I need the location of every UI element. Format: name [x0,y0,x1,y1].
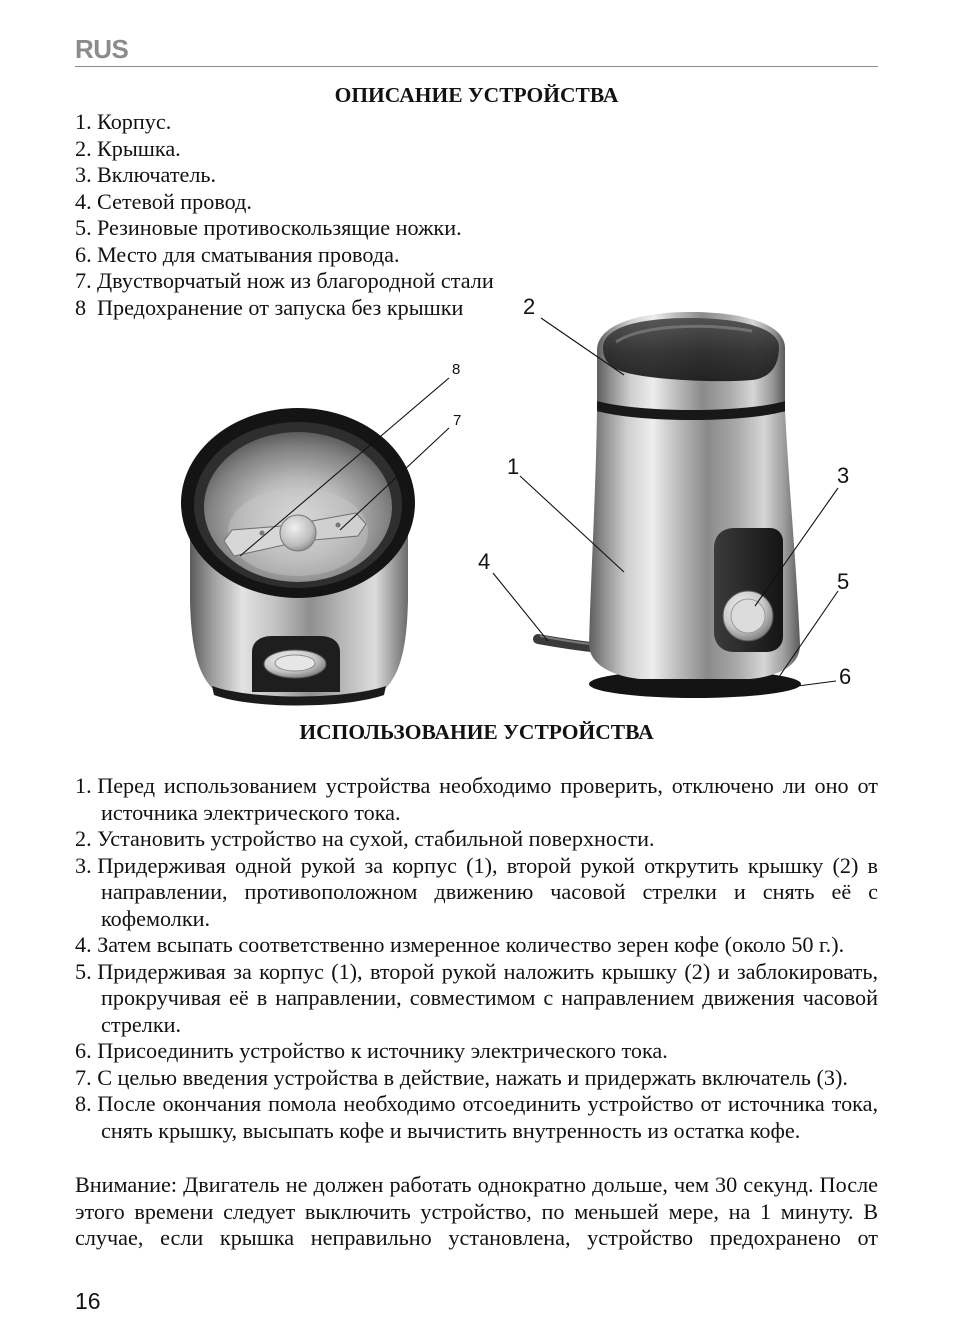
header-rule [75,66,878,67]
item-number: 5. [75,215,92,240]
item-text: С целью введения устройства в действие, нажать и придержать включатель (3). [97,1064,848,1090]
blade-rivet [260,531,265,536]
list-item [75,932,878,959]
list-item [75,189,545,216]
item-text: Предохранение от запуска без крышки [97,294,464,320]
callout-label-safety-lock: 8 [452,361,461,378]
item-number: 8. [75,1091,92,1116]
list-item [75,959,878,1039]
description-title: ОПИСАНИЕ УСТРОЙСТВА [334,83,619,107]
item-number: 5. [75,958,92,984]
item-text: Крышка. [97,135,181,161]
item-number: 4. [75,188,92,214]
blade-rivet [336,523,341,528]
list-item [75,215,545,242]
callout-label-blade: 7 [453,412,462,429]
callout-label-switch: 3 [837,463,850,488]
list-item [75,1038,878,1065]
item-text: Затем всыпать соответственно измеренное количество зерен кофе (около 50 г.). [97,932,845,957]
language-code: RUS [75,34,129,64]
coffee-grinder-figure [170,290,870,710]
callout-label-body: 1 [507,454,520,479]
callout-label-cord-storage: 6 [839,664,852,689]
usage-title: ИСПОЛЬЗОВАНИЕ УСТРОЙСТВА [299,720,654,744]
item-number: 4. [75,932,92,957]
list-item [75,826,878,853]
item-text: После окончания помола необходимо отсоединить устройство от источника тока, снять крышку, высыпать кофе и вычистить внутренность из остатка кофе. [97,1091,878,1143]
usage-section [75,773,878,1252]
item-number: 2. [75,135,92,161]
grinder-assembled-side-view [538,312,801,698]
callout-label-rubber-feet: 5 [837,569,850,594]
list-item [75,1091,878,1144]
usage-list [75,773,878,1144]
list-item [75,773,878,826]
callout-label-power-cord: 4 [478,549,491,574]
list-item [75,242,545,269]
blade-hub [280,515,316,551]
item-text: Резиновые противоскользящие ножки. [97,215,462,240]
item-text: Двустворчатый нож из благородной стали [97,268,494,293]
item-number: 7. [75,1064,92,1090]
item-number: 6. [75,241,92,267]
item-text: Присоединить устройство к источнику электрического тока. [97,1038,668,1063]
item-text: Включатель. [97,162,217,187]
list-item [75,853,878,933]
item-number: 2. [75,826,92,851]
list-item [75,1065,878,1092]
item-text: Перед использованием устройства необходимо проверить, отключено ли оно от источника электрического тока. [97,773,878,825]
list-item [75,109,545,136]
page-number: 16 [75,1288,101,1314]
attention-paragraph: Внимание: Двигатель не должен работать однократно дольше, чем 30 секунд. После этого времени следует выключить устройство, по меньшей мере, на 1 минуту. В случае, если крышка неправильно установлена, устройство предохранено от [75,1172,878,1250]
switch-button-face [275,655,315,671]
item-text: Придерживая одной рукой за корпус (1), второй рукой открутить крышку (2) в направлении, противоположном движению часовой стрелки и снять её с кофемолки. [97,852,878,931]
callout-line-power-cord [493,573,548,641]
item-number: 3. [75,852,92,878]
item-number: 6. [75,1038,92,1063]
callout-label-lid: 2 [523,294,536,319]
item-text: Сетевой провод. [97,188,252,214]
item-number: 8 [75,294,87,320]
item-number: 1. [75,109,92,134]
item-text: Установить устройство на сухой, стабильной поверхности. [97,826,655,851]
item-text: Придерживая за корпус (1), второй рукой наложить крышку (2) и заблокировать, прокручивая её в направлении, совместимом с направлением движения часовой стрелки. [97,958,878,1037]
item-number: 7. [75,268,92,293]
grinder-open-top-view [181,408,415,706]
item-number: 3. [75,162,92,187]
item-text: Место для сматывания провода. [97,241,400,267]
switch-button-face [731,599,765,633]
item-text: Корпус. [97,109,172,134]
item-number: 1. [75,773,92,798]
list-item [75,136,545,163]
list-item [75,162,545,189]
